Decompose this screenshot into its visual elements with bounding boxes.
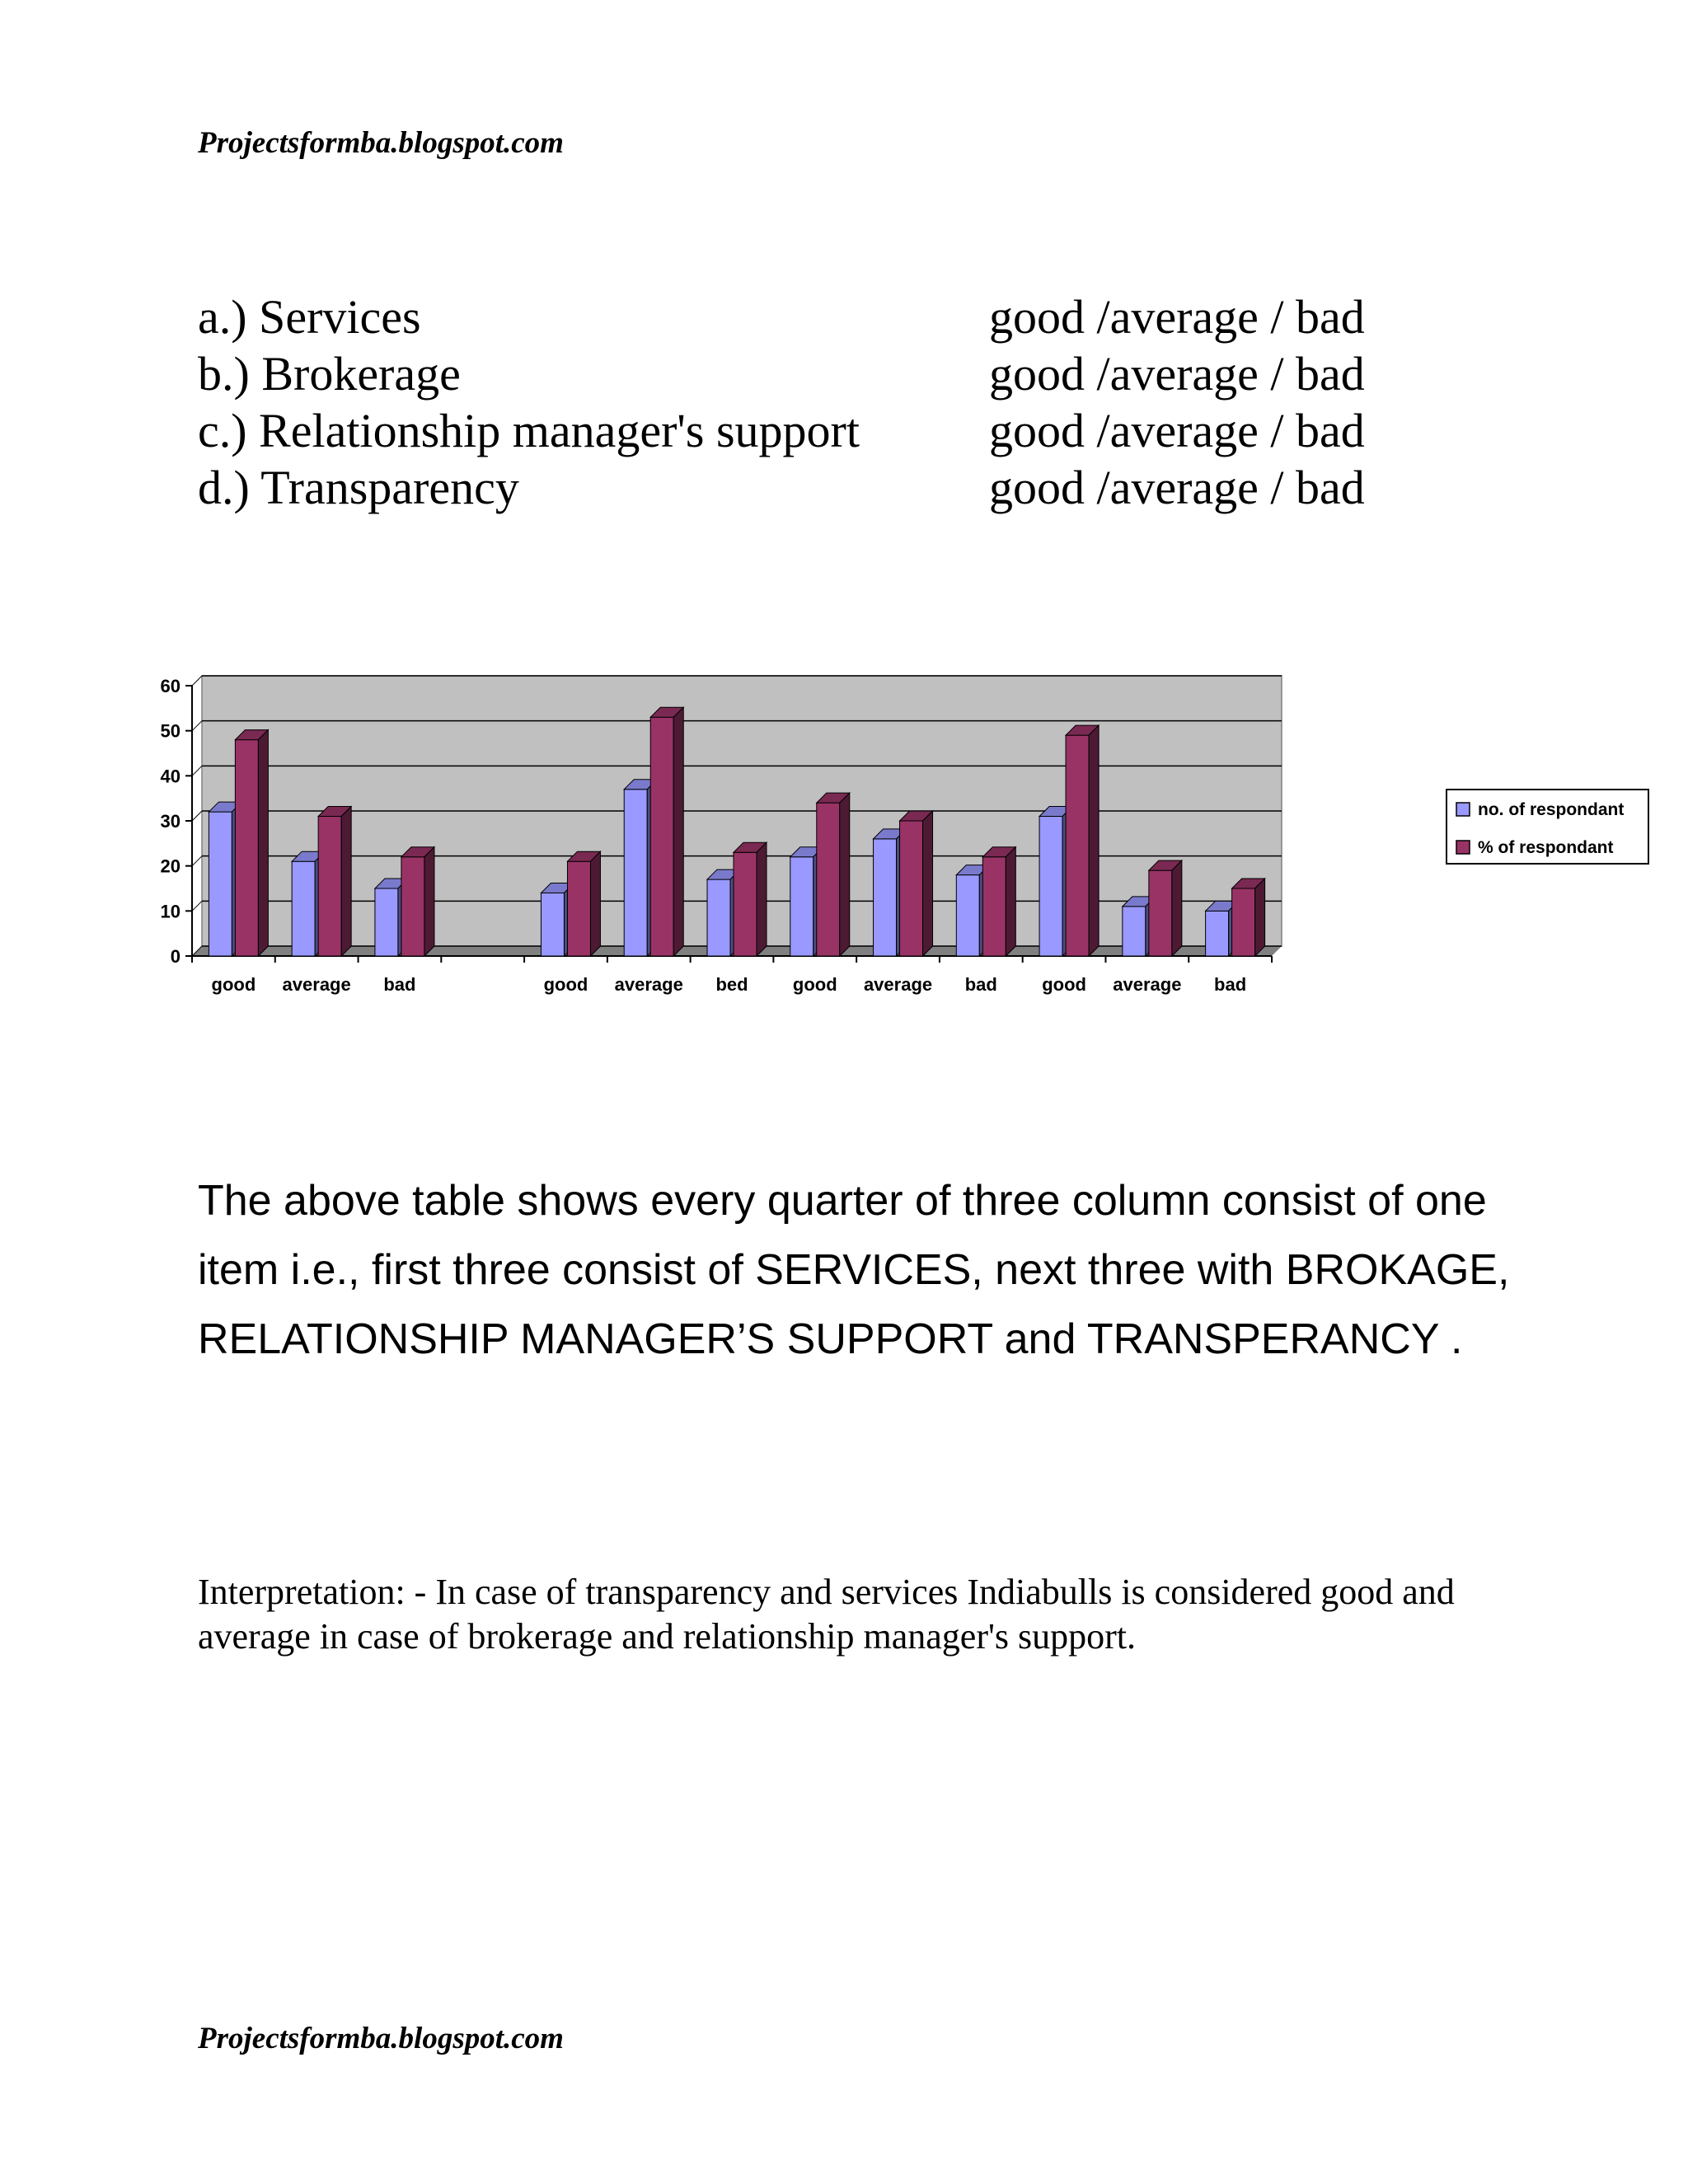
question-row — [198, 345, 1434, 402]
y-tick-label: 60 — [160, 676, 181, 696]
bar — [401, 857, 424, 956]
x-category-label: good — [543, 974, 588, 995]
bar — [1149, 870, 1172, 956]
x-category-label: average — [1113, 974, 1182, 995]
x-category-label: good — [1042, 974, 1086, 995]
bar-side — [1255, 879, 1265, 956]
bar — [1066, 735, 1089, 956]
chart-svg — [148, 668, 1665, 1014]
bar-side — [424, 847, 434, 956]
y-tick-label: 40 — [160, 766, 181, 787]
legend-swatch — [1456, 841, 1470, 854]
x-category-label: average — [863, 974, 933, 995]
x-category-label: good — [792, 974, 837, 995]
bar — [956, 875, 979, 956]
bar — [734, 852, 757, 956]
bar — [1206, 911, 1229, 956]
question-label: a.) Services — [198, 290, 421, 344]
footer-site-link: Projectsformba.blogspot.com — [198, 2022, 564, 2055]
bar — [209, 812, 232, 956]
bar — [292, 861, 315, 956]
question-options: good /average / bad — [989, 347, 1365, 401]
bar — [624, 790, 647, 956]
bar — [982, 857, 1006, 956]
bar — [817, 803, 840, 956]
x-category-label: bed — [715, 974, 748, 995]
bar — [375, 888, 398, 956]
respondent-bar-chart — [148, 668, 1665, 1014]
bar — [541, 893, 564, 956]
gridline-side — [192, 901, 202, 911]
question-row — [198, 402, 1434, 459]
gridline-side — [192, 721, 202, 731]
question-options: good /average / bad — [989, 461, 1365, 514]
bar — [567, 861, 590, 956]
bar-side — [757, 842, 767, 956]
x-category-label: good — [211, 974, 256, 995]
header-site-link: Projectsformba.blogspot.com — [198, 126, 564, 160]
question-label: d.) Transparency — [198, 461, 519, 514]
y-tick-label: 10 — [160, 901, 181, 922]
bar — [900, 821, 923, 956]
gridline-side — [192, 856, 202, 866]
question-label: b.) Brokerage — [198, 347, 461, 401]
bar-side — [1089, 725, 1099, 956]
bar — [1232, 888, 1255, 956]
bar-side — [673, 707, 683, 956]
x-category-label: bad — [383, 974, 416, 995]
interpretation-text: Interpretation: - In case of transparency and services Indiabulls is considered good and average in case of brokerage and relationship manager's support. — [198, 1572, 1455, 1657]
bar-side — [1006, 847, 1015, 956]
bar — [790, 857, 814, 956]
bar — [707, 879, 730, 956]
legend-label: % of respondant — [1478, 838, 1614, 857]
legend-label: no. of respondant — [1478, 800, 1625, 819]
bar-side — [840, 793, 850, 956]
y-tick-label: 50 — [160, 720, 181, 742]
bar — [874, 839, 897, 956]
gridline-side — [192, 811, 202, 821]
question-label: c.) Relationship manager's support — [198, 404, 860, 457]
y-tick-label: 30 — [160, 811, 181, 832]
y-tick-label: 0 — [170, 946, 181, 967]
chart-description: The above table shows every quarter of three column consist of one item i.e., first three consist of SERVICES, next three with BROKAGE, RELATIONSHIP MANAGER’S SUPPORT and TRANSPERANCY . — [198, 1177, 1510, 1363]
bar — [650, 717, 673, 956]
y-tick-label: 20 — [160, 855, 181, 877]
bar — [318, 817, 341, 956]
legend-swatch — [1456, 803, 1470, 816]
gridline-side — [192, 766, 202, 776]
question-options: good /average / bad — [989, 404, 1365, 457]
question-options: good /average / bad — [989, 290, 1365, 344]
bar — [235, 740, 258, 956]
bar-side — [341, 807, 351, 956]
gridline-side — [192, 676, 202, 686]
x-category-label: bad — [964, 974, 997, 995]
bar-side — [1172, 860, 1182, 956]
question-row — [198, 459, 1434, 516]
x-category-label: average — [282, 974, 351, 995]
x-category-label: bad — [1214, 974, 1247, 995]
bar-side — [258, 730, 268, 956]
x-category-label: average — [614, 974, 683, 995]
bar-side — [923, 811, 933, 956]
bar — [1123, 907, 1146, 956]
bar — [1039, 817, 1062, 956]
question-list — [198, 288, 1434, 516]
question-row — [198, 288, 1434, 345]
bar-side — [590, 851, 600, 956]
